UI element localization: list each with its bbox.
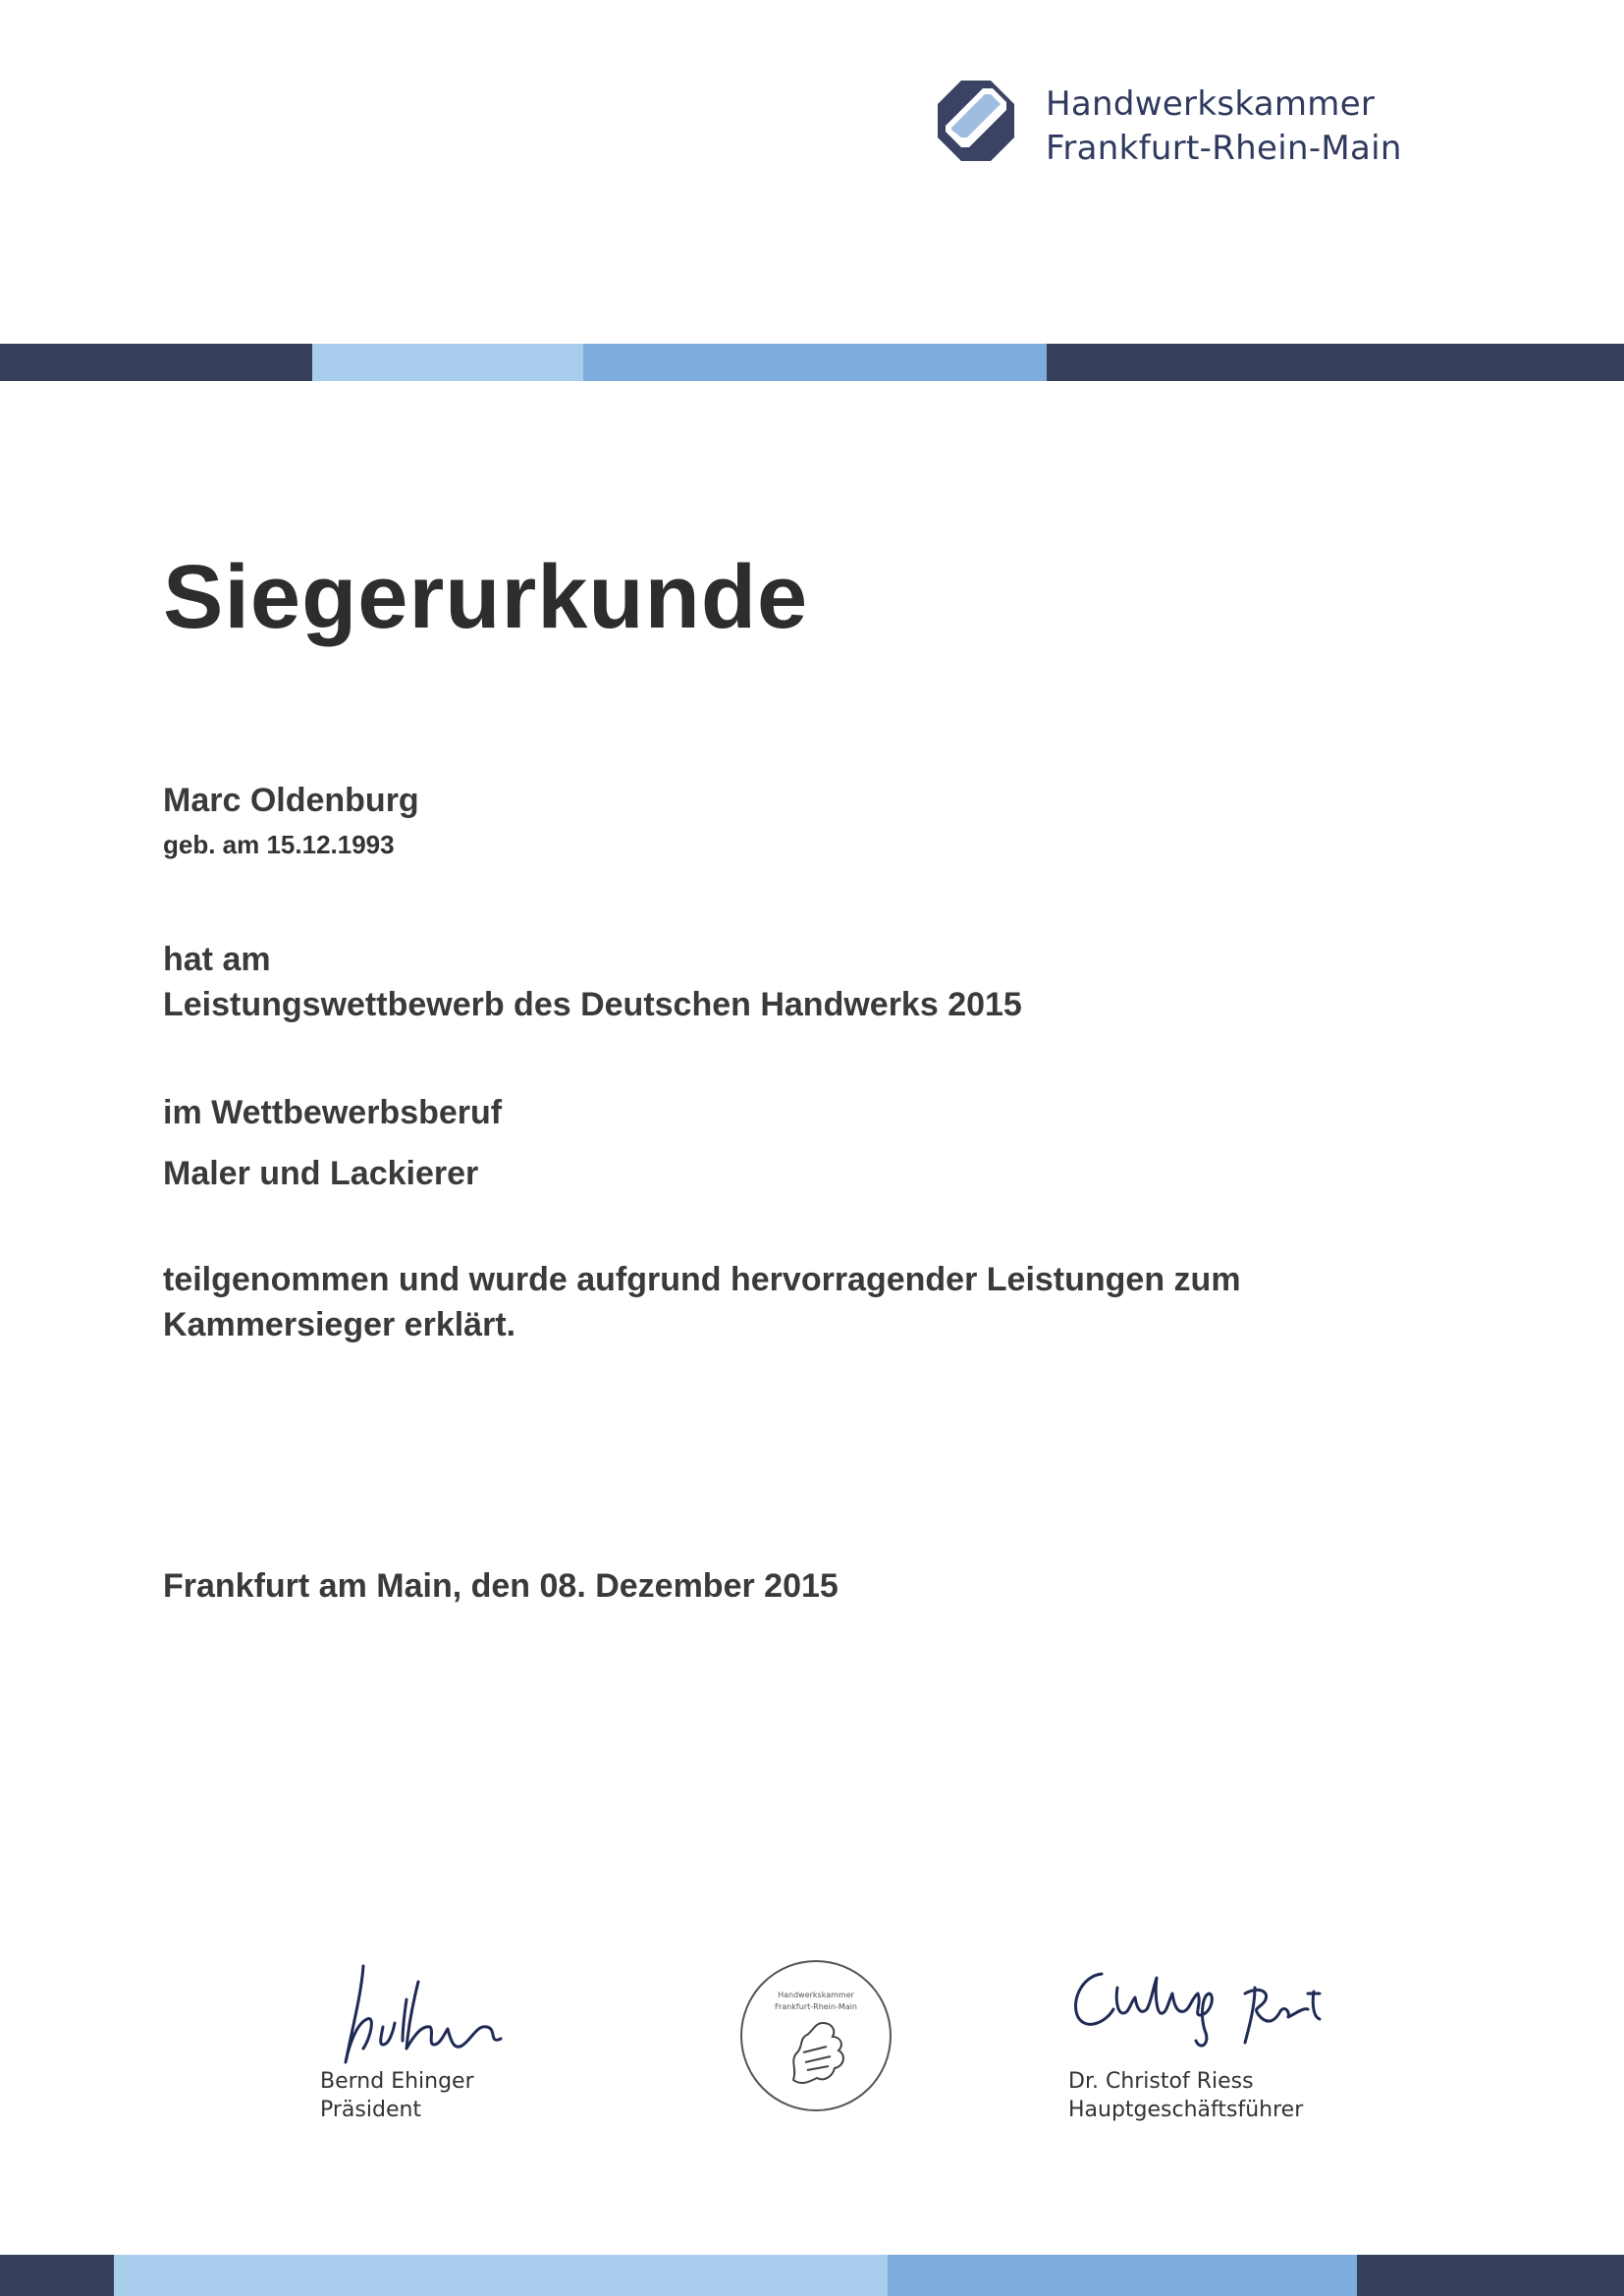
place-and-date: Frankfurt am Main, den 08. Dezember 2015 xyxy=(163,1567,839,1605)
signature-left-icon xyxy=(324,1954,520,2070)
org-name-line2: Frankfurt-Rhein-Main xyxy=(1046,129,1402,168)
hwk-logo-icon xyxy=(938,81,1014,161)
recipient-name: Marc Oldenburg xyxy=(163,782,419,819)
top-color-stripe xyxy=(0,344,1624,381)
signatory-right-name: Dr. Christof Riess xyxy=(1068,2069,1254,2094)
signature-left xyxy=(320,2067,474,2124)
organization-name xyxy=(1046,82,1402,171)
signature-right xyxy=(1068,2067,1303,2124)
body-line-result-end: Kammersieger erklärt. xyxy=(163,1306,516,1343)
svg-text:Handwerkskammer: Handwerkskammer xyxy=(778,1991,854,1999)
competition-name: Leistungswettbewerb des Deutschen Handwerks 2015 xyxy=(163,986,1022,1023)
signatory-left-name: Bernd Ehinger xyxy=(320,2069,474,2094)
body-line-profession-intro: im Wettbewerbsberuf xyxy=(163,1094,503,1131)
signatory-left-role: Präsident xyxy=(320,2098,422,2122)
stripe-segment-dark xyxy=(0,2255,114,2296)
signature-right-icon xyxy=(1062,1954,1377,2062)
recipient-birthdate: geb. am 15.12.1993 xyxy=(163,830,395,859)
body-line-hat-am: hat am xyxy=(163,941,271,978)
stripe-segment-mid xyxy=(583,344,1047,381)
body-line-result: teilgenommen und wurde aufgrund hervorragender Leistungen zum xyxy=(163,1261,1241,1298)
stripe-segment-light xyxy=(312,344,583,381)
certificate-title: Siegerurkunde xyxy=(163,547,809,647)
stripe-segment-mid xyxy=(888,2255,1357,2296)
profession-name: Maler und Lackierer xyxy=(163,1155,479,1192)
stripe-segment-light xyxy=(114,2255,888,2296)
official-seal-icon xyxy=(738,1958,893,2113)
org-name-line1: Handwerkskammer xyxy=(1046,84,1376,124)
stripe-segment-dark xyxy=(0,344,312,381)
stripe-segment-dark xyxy=(1047,344,1624,381)
svg-text:Frankfurt-Rhein-Main: Frankfurt-Rhein-Main xyxy=(775,2002,857,2011)
bottom-color-stripe xyxy=(0,2255,1624,2296)
signatory-right-role: Hauptgeschäftsführer xyxy=(1068,2098,1304,2122)
stripe-segment-dark xyxy=(1357,2255,1624,2296)
